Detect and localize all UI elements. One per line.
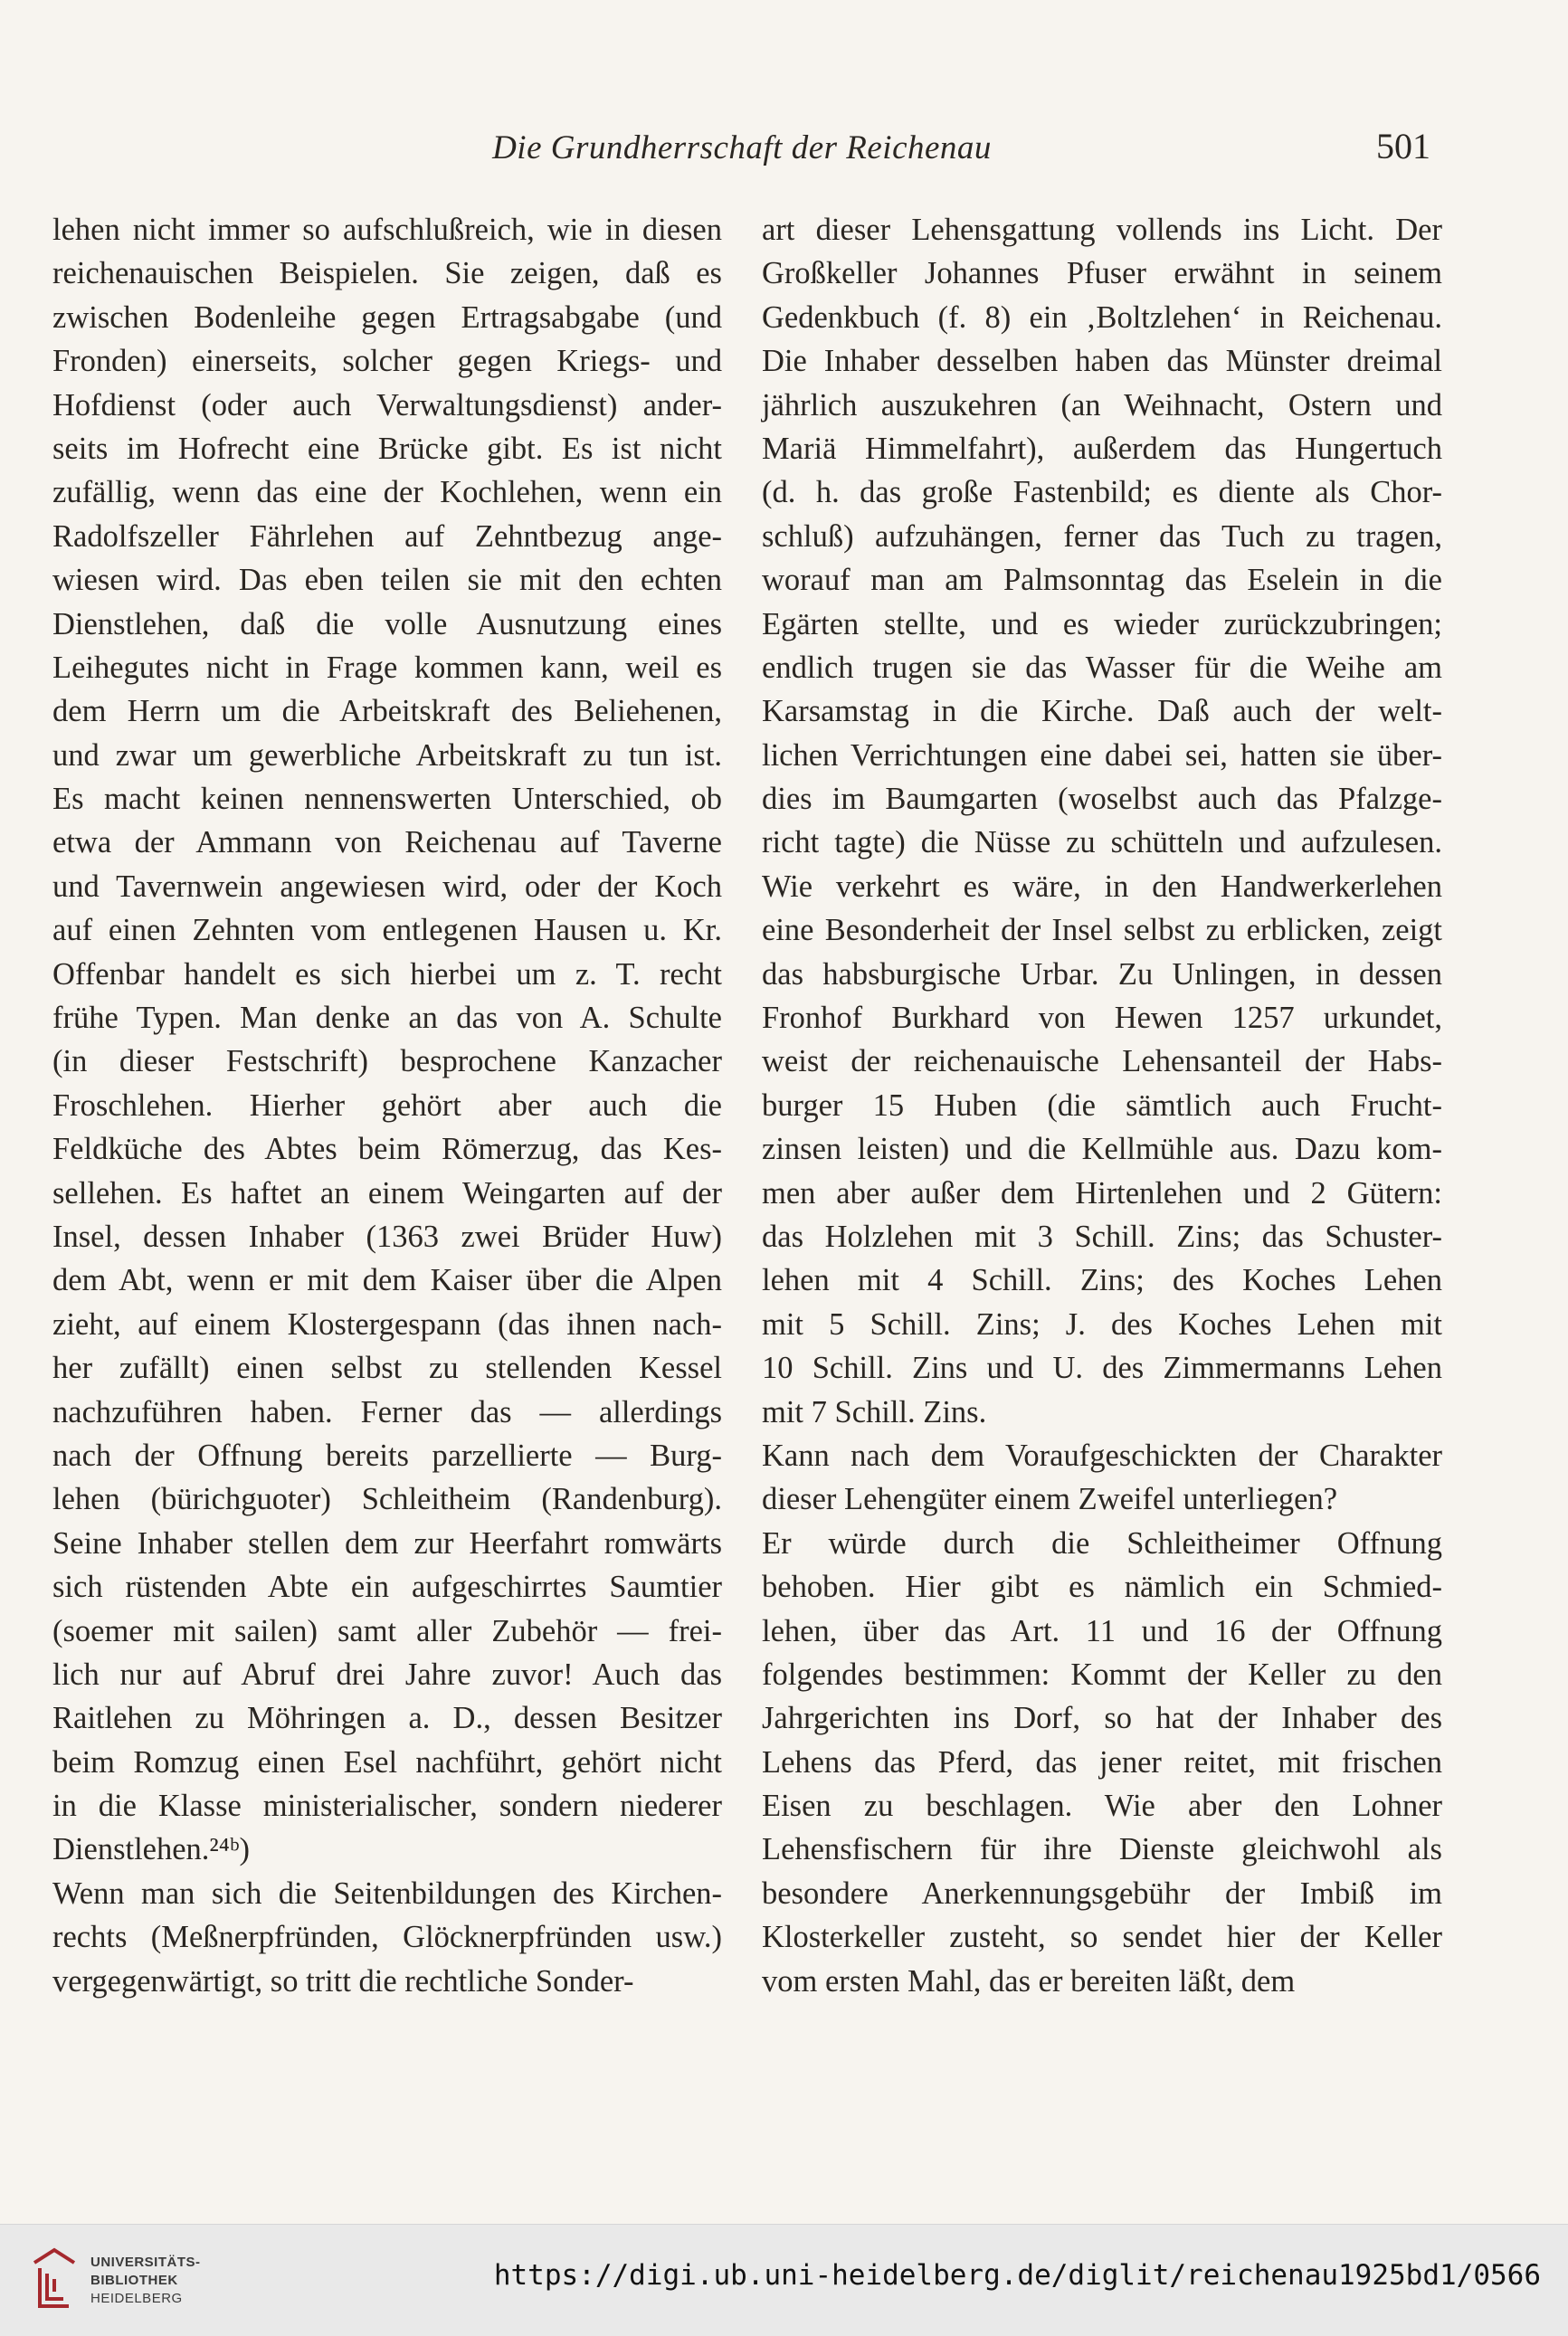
text-line: (in dieser Festschrift) besprochene Kanzacher	[52, 1044, 722, 1079]
text-line: zieht, auf einem Klostergespann (das ihnen nach-	[52, 1306, 722, 1342]
text-line: besondere Anerkennungsgebühr der Imbiß im	[762, 1875, 1442, 1911]
text-line: Die Inhaber desselben haben das Münster dreimal	[762, 344, 1442, 379]
text-line: Großkeller Johannes Pfuser erwähnt in seinem	[762, 256, 1442, 291]
text-line: Karsamstag in die Kirche. Daß auch der welt-	[762, 694, 1442, 729]
library-name-line2: BIBLIOTHEK	[90, 2273, 178, 2288]
text-line: Lehensfischern für ihre Dienste gleichwohl als	[762, 1832, 1442, 1867]
text-line: dies im Baumgarten (woselbst auch das Pfalzge-	[762, 782, 1442, 817]
library-logo-icon	[27, 2243, 81, 2315]
library-footer	[0, 2224, 1568, 2336]
text-line: (d. h. das große Fastenbild; es diente als Chor-	[762, 475, 1442, 510]
text-line: Fronhof Burkhard von Hewen 1257 urkundet,	[762, 1001, 1442, 1036]
text-line: Dienstlehen, daß die volle Ausnutzung eines	[52, 606, 722, 641]
text-line: Dienstlehen.²⁴ᵇ)	[52, 1832, 250, 1867]
text-line: Es macht keinen nennenswerten Unterschied, ob	[52, 782, 722, 817]
text-line: lehen nicht immer so aufschlußreich, wie in diesen	[52, 213, 722, 247]
text-line: men aber außer dem Hirtenlehen und 2 Gütern:	[762, 1175, 1442, 1211]
text-line: schluß) aufzuhängen, ferner das Tuch zu tragen,	[762, 518, 1442, 554]
text-line: Jahrgerichten ins Dorf, so hat der Inhaber des	[762, 1701, 1442, 1736]
text-line: Kann nach dem Voraufgeschickten der Charakter	[762, 1438, 1442, 1473]
text-line: zufällig, wenn das eine der Kochlehen, wenn ein	[52, 475, 722, 510]
text-line: sellehen. Es haftet an einem Weingarten auf der	[52, 1175, 722, 1211]
text-line: zinsen leisten) und die Kellmühle aus. Dazu kom-	[762, 1132, 1442, 1167]
text-line: eine Besonderheit der Insel selbst zu erblicken, zeigt	[762, 913, 1442, 948]
text-line: etwa der Ammann von Reichenau auf Taverne	[52, 825, 722, 860]
text-line: richt tagte) die Nüsse zu schütteln und aufzulesen.	[762, 825, 1442, 860]
running-title: Die Grundherrschaft der Reichenau	[492, 129, 992, 166]
text-line: dem Herrn um die Arbeitskraft des Beliehenen,	[52, 694, 722, 729]
text-line: Gedenkbuch (f. 8) ein ‚Boltzlehen‘ in Reichenau.	[762, 299, 1442, 335]
text-line: frühe Typen. Man denke an das von A. Schulte	[52, 1001, 722, 1036]
text-line: Leihegutes nicht in Frage kommen kann, weil es	[52, 650, 722, 685]
text-line: jährlich auszukehren (an Weihnacht, Ostern und	[762, 387, 1442, 423]
page-number: 501	[1376, 126, 1430, 166]
text-line: nach der Offnung bereits parzellierte — Burg-	[52, 1438, 722, 1473]
permalink-url[interactable]: https://digi.ub.uni-heidelberg.de/diglit/reichenau1925bd1/0566	[493, 2259, 1541, 2292]
library-name-line3: HEIDELBERG	[90, 2291, 183, 2306]
text-line: Feldküche des Abtes beim Römerzug, das Kes-	[52, 1132, 722, 1167]
library-name	[90, 2254, 201, 2308]
text-line: lichen Verrichtungen eine dabei sei, hatten sie über-	[762, 737, 1442, 773]
text-line: lehen mit 4 Schill. Zins; des Koches Lehen	[762, 1263, 1442, 1298]
text-line: Insel, dessen Inhaber (1363 zwei Brüder Huw)	[52, 1219, 722, 1254]
text-line: Offenbar handelt es sich hierbei um z. T. recht	[52, 956, 722, 992]
text-line: burger 15 Huben (die sämtlich auch Frucht-	[762, 1087, 1442, 1123]
text-line: das Holzlehen mit 3 Schill. Zins; das Schuster-	[762, 1219, 1442, 1254]
text-line: vom ersten Mahl, das er bereiten läßt, dem	[762, 1963, 1296, 1999]
text-line: reichenauischen Beispielen. Sie zeigen, daß es	[52, 256, 722, 291]
text-line: und zwar um gewerbliche Arbeitskraft zu tun ist.	[52, 737, 722, 773]
text-line: Wenn man sich die Seitenbildungen des Kirchen-	[52, 1875, 722, 1911]
text-line: Wie verkehrt es wäre, in den Handwerkerlehen	[762, 869, 1442, 904]
text-line: vergegenwärtigt, so tritt die rechtliche Sonder-	[52, 1963, 634, 1999]
text-line: Fronden) einerseits, solcher gegen Kriegs- und	[52, 344, 722, 379]
text-line: Hofdienst (oder auch Verwaltungsdienst) ander-	[52, 387, 722, 423]
text-line: lehen (bürichguoter) Schleitheim (Randenburg).	[52, 1482, 722, 1517]
text-line: worauf man am Palmsonntag das Eselein in die	[762, 563, 1442, 598]
text-line: zwischen Bodenleihe gegen Ertragsabgabe (und	[52, 299, 722, 335]
text-line: Mariä Himmelfahrt), außerdem das Hungertuch	[762, 431, 1442, 466]
text-line: nachzuführen haben. Ferner das — allerdings	[52, 1394, 722, 1429]
text-line: endlich trugen sie das Wasser für die Weihe am	[762, 650, 1442, 685]
text-line: art dieser Lehensgattung vollends ins Licht. Der	[762, 213, 1442, 247]
right-text-column	[762, 208, 1442, 2003]
text-line: Klosterkeller zusteht, so sendet hier der Keller	[762, 1920, 1442, 1955]
text-line: dieser Lehengüter einem Zweifel unterliegen?	[762, 1482, 1338, 1517]
text-line: Seine Inhaber stellen dem zur Heerfahrt romwärts	[52, 1525, 722, 1561]
text-line: Egärten stellte, und es wieder zurückzubringen;	[762, 606, 1442, 641]
text-line: sich rüstenden Abte ein aufgeschirrtes Saumtier	[52, 1570, 722, 1605]
text-line: Radolfszeller Fährlehen auf Zehntbezug ange-	[52, 518, 722, 554]
text-line: mit 5 Schill. Zins; J. des Koches Lehen mit	[762, 1306, 1442, 1342]
text-line: lich nur auf Abruf drei Jahre zuvor! Auch das	[52, 1657, 722, 1692]
text-line: lehen, über das Art. 11 und 16 der Offnung	[762, 1613, 1442, 1648]
text-line: behoben. Hier gibt es nämlich ein Schmied-	[762, 1570, 1442, 1605]
text-line: und Tavernwein angewiesen wird, oder der Koch	[52, 869, 722, 904]
text-line: das habsburgische Urbar. Zu Unlingen, in dessen	[762, 956, 1442, 992]
text-line: her zufällt) einen selbst zu stellenden Kessel	[52, 1351, 722, 1386]
text-line: Er würde durch die Schleitheimer Offnung	[762, 1525, 1442, 1561]
left-text-column	[52, 208, 722, 2003]
text-line: Raitlehen zu Möhringen a. D., dessen Besitzer	[52, 1701, 722, 1736]
text-line: wiesen wird. Das eben teilen sie mit den echten	[52, 563, 722, 598]
text-line: in die Klasse ministerialischer, sondern niederer	[52, 1789, 722, 1824]
text-line: Froschlehen. Hierher gehört aber auch die	[52, 1087, 722, 1123]
text-line: Lehens das Pferd, das jener reitet, mit frischen	[762, 1744, 1442, 1780]
text-line: (soemer mit sailen) samt aller Zubehör — frei-	[52, 1613, 722, 1648]
text-line: beim Romzug einen Esel nachführt, gehört nicht	[52, 1744, 722, 1780]
text-line: 10 Schill. Zins und U. des Zimmermanns Lehen	[762, 1351, 1442, 1386]
text-line: seits im Hofrecht eine Brücke gibt. Es ist nicht	[52, 431, 722, 466]
text-line: Eisen zu beschlagen. Wie aber den Lohner	[762, 1789, 1442, 1824]
text-line: weist der reichenauische Lehensanteil der Habs-	[762, 1044, 1442, 1079]
text-line: mit 7 Schill. Zins.	[762, 1394, 987, 1429]
text-line: rechts (Meßnerpfründen, Glöcknerpfründen usw.)	[52, 1920, 722, 1955]
text-line: folgendes bestimmen: Kommt der Keller zu den	[762, 1657, 1442, 1692]
text-line: auf einen Zehnten vom entlegenen Hausen u. Kr.	[52, 913, 722, 948]
text-line: dem Abt, wenn er mit dem Kaiser über die Alpen	[52, 1263, 722, 1298]
library-name-line1: UNIVERSITÄTS-	[90, 2255, 201, 2270]
